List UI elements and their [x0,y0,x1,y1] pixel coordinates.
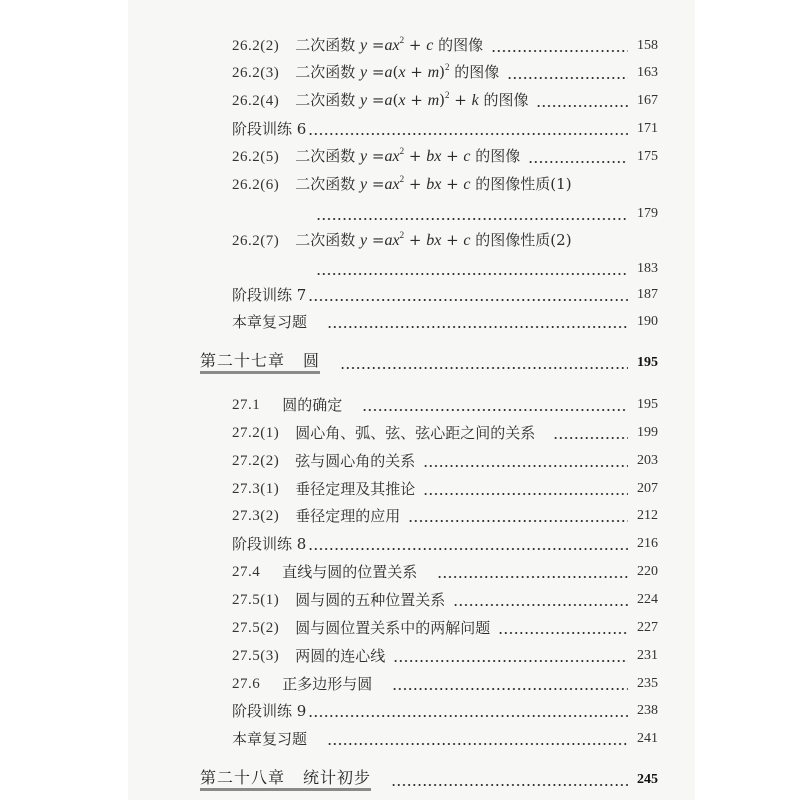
toc-entry[interactable] [232,62,658,84]
leader-dots [316,203,628,225]
leader-dots [507,62,628,84]
toc-entry[interactable] [232,478,658,500]
section-title: 阶段训练 9 [232,702,307,720]
page-number: 199 [637,425,658,440]
section-title: 本章复习题 [232,730,308,748]
leader-dots [340,352,628,374]
leader-dots [308,118,628,140]
section-title: 二次函数 $y =ax^2$ + bx + c 的图像性质(1) [295,174,572,193]
toc-entry[interactable] [232,589,658,611]
toc-entry[interactable] [232,533,658,555]
toc-entry[interactable] [232,673,658,695]
leader-dots [453,589,628,611]
leader-dots [362,394,628,416]
section-title: 直线与圆的位置关系 [282,563,418,581]
page-number: 195 [637,355,658,370]
toc-entry[interactable] [232,35,658,57]
section-number: 27.4 [232,564,261,580]
section-number: 27.5(1) [232,592,280,608]
section-title: 二次函数 $y =ax^2$ + bx + c 的图像 [295,146,521,165]
section-number: 27.2(2) [232,453,280,469]
leader-dots [423,478,628,500]
leader-dots [437,561,628,583]
section-title: 圆与圆的五种位置关系 [295,591,446,609]
section-number: 27.2(1) [232,425,280,441]
leader-dots [393,645,628,667]
page-number: 207 [637,481,658,496]
section-title: 垂径定理及其推论 [295,480,416,498]
page-number: 231 [637,648,658,663]
page-number: 212 [637,508,658,523]
page-number: 171 [637,121,658,136]
page-number: 175 [637,149,658,164]
section-number: 26.2(5) [232,149,280,165]
toc-entry[interactable] [232,230,658,252]
toc-entry[interactable] [232,700,658,722]
toc-entry[interactable] [232,728,658,750]
section-number: 27.5(3) [232,648,280,664]
page-number: 190 [637,314,658,329]
page-number: 167 [637,93,658,108]
leader-dots [536,90,628,112]
page-number: 158 [637,38,658,53]
section-title: 二次函数 $y =a(x + m)^2$ 的图像 [295,62,500,81]
page-number: 245 [637,772,658,787]
page-number: 195 [637,397,658,412]
section-number: 26.2(6) [232,177,280,193]
section-title: 阶段训练 7 [232,286,307,304]
section-title: 阶段训练 6 [232,120,307,138]
toc-entry[interactable] [232,174,658,196]
page-number: 224 [637,592,658,607]
section-number: 27.5(2) [232,620,280,636]
section-title: 本章复习题 [232,313,308,331]
page-number: 235 [637,676,658,691]
leader-dots [423,450,628,472]
section-title: 二次函数 $y =ax^2$ + bx + c 的图像性质(2) [295,230,572,249]
leader-dots [528,146,628,168]
toc-entry[interactable] [232,118,658,140]
toc-entry[interactable] [232,422,658,444]
section-title: 圆与圆位置关系中的两解问题 [295,619,491,637]
section-title: 垂径定理的应用 [295,507,401,525]
toc-entry[interactable] [232,394,658,416]
section-title: 两圆的连心线 [295,647,386,665]
section-number: 27.6 [232,676,261,692]
toc-entry[interactable] [232,645,658,667]
leader-dots [308,284,628,306]
section-title: 弦与圆心角的关系 [295,452,416,470]
chapter-title: 第二十七章 圆 [200,351,320,374]
page-number: 179 [637,206,658,221]
leader-dots [327,728,628,750]
section-number: 26.2(4) [232,93,280,109]
toc-entry[interactable] [232,617,658,639]
leader-dots [408,505,628,527]
section-number: 26.2(7) [232,233,280,249]
leader-dots [308,533,628,555]
section-title: 圆的确定 [282,396,343,414]
page-number: 220 [637,564,658,579]
toc-entry[interactable] [232,450,658,472]
toc-entry[interactable] [232,90,658,112]
section-number: 26.2(3) [232,65,280,81]
page-number: 216 [637,536,658,551]
page-number: 238 [637,703,658,718]
leader-dots [553,422,628,444]
section-number: 27.1 [232,397,261,413]
toc-entry-continuation[interactable] [316,258,658,280]
page-number: 183 [637,261,658,276]
section-title: 圆心角、弧、弦、弦心距之间的关系 [295,424,536,442]
toc-chapter[interactable] [200,769,658,791]
section-title: 二次函数 $y =ax^2 + c$ 的图像 [295,35,484,54]
toc-entry[interactable] [232,311,658,333]
section-number: 27.3(2) [232,508,280,524]
leader-dots [391,769,628,791]
leader-dots [392,673,628,695]
page-number: 227 [637,620,658,635]
page-number: 241 [637,731,658,746]
page-number: 163 [637,65,658,80]
chapter-title: 第二十八章 统计初步 [200,768,371,791]
section-title: 正多边形与圆 [282,675,373,693]
toc-chapter[interactable] [200,352,658,374]
leader-dots [327,311,628,333]
toc-entry-continuation[interactable] [316,203,658,225]
page-number: 203 [637,453,658,468]
toc-entry[interactable] [232,146,658,168]
leader-dots [491,35,628,57]
leader-dots [316,258,628,280]
toc-entry[interactable] [232,561,658,583]
toc-entry[interactable] [232,284,658,306]
section-title: 二次函数 $y =a(x + m)^2 + k$ 的图像 [295,90,529,109]
toc-entry[interactable] [232,505,658,527]
section-number: 26.2(2) [232,38,280,54]
leader-dots [308,700,628,722]
leader-dots [498,617,628,639]
section-number: 27.3(1) [232,481,280,497]
section-title: 阶段训练 8 [232,535,307,553]
page-number: 187 [637,287,658,302]
